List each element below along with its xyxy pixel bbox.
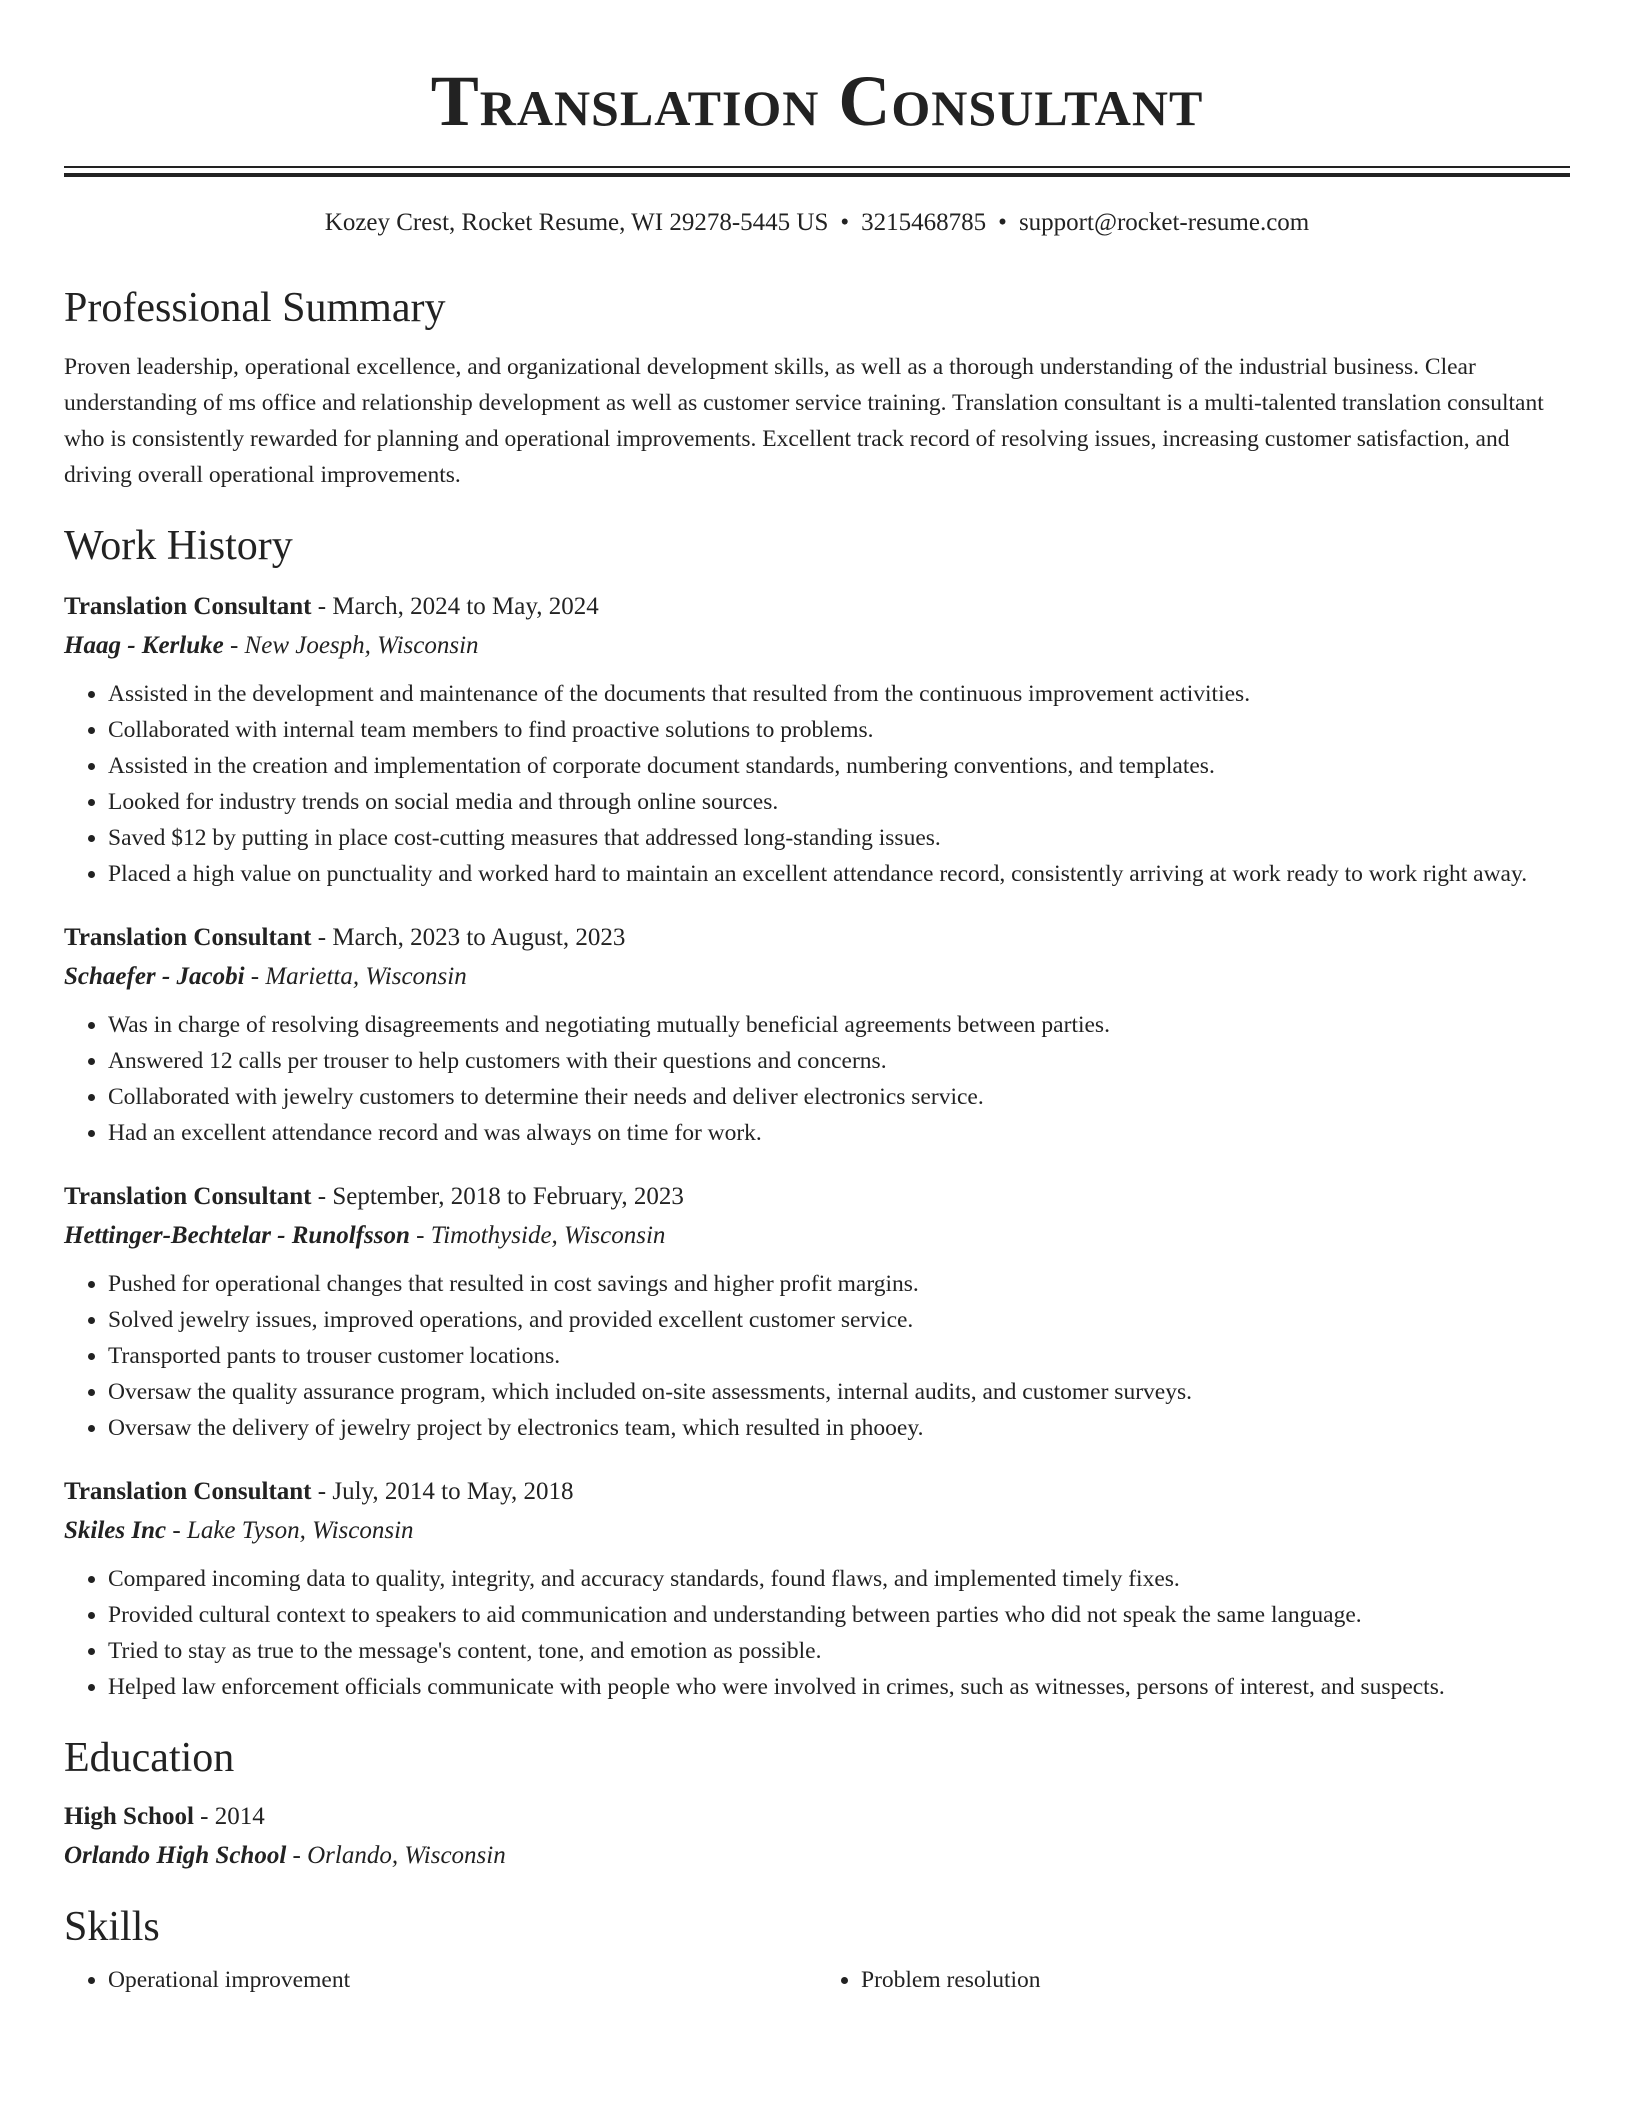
job-entry <box>64 1179 1570 1446</box>
job-title-line <box>64 920 1570 956</box>
header-divider <box>64 166 1570 177</box>
job-title-line <box>64 1179 1570 1215</box>
contact-address: Kozey Crest, Rocket Resume, WI 29278-5445 US <box>324 209 829 236</box>
job-location: - Timothyside, Wisconsin <box>409 1222 666 1249</box>
job-location: - New Joesph, Wisconsin <box>223 632 479 659</box>
education-school-line <box>64 1838 1570 1874</box>
skill-item: • Operational improvement <box>108 1962 817 1998</box>
education-degree-line <box>64 1799 1570 1835</box>
job-title: Translation Consultant <box>64 1183 312 1210</box>
job-dates: - March, 2023 to August, 2023 <box>311 924 626 951</box>
work-history-heading: Work History <box>64 523 293 569</box>
job-bullet: • Compared incoming data to quality, integrity, and accuracy standards, found flaws, and implemented timely fixes. <box>108 1561 1570 1597</box>
job-bullet: • Answered 12 calls per trouser to help customers with their questions and concerns. <box>108 1043 1570 1079</box>
job-bullet: • Oversaw the delivery of jewelry project by electronics team, which resulted in phooey. <box>108 1410 1570 1446</box>
job-bullet: • Had an excellent attendance record and was always on time for work. <box>108 1115 1570 1151</box>
skill-item: • Problem resolution <box>861 1962 1570 1998</box>
job-title: Translation Consultant <box>64 1478 312 1505</box>
education-school: Orlando High School <box>64 1842 287 1869</box>
job-dates: - July, 2014 to May, 2018 <box>311 1478 574 1505</box>
job-bullet: • Solved jewelry issues, improved operations, and provided excellent customer service. <box>108 1302 1570 1338</box>
job-bullet: • Placed a high value on punctuality and worked hard to maintain an excellent attendance record, consistently arriving at work ready to work right away. <box>108 856 1570 892</box>
job-company-line <box>64 1218 1570 1254</box>
job-bullets <box>64 1266 1570 1446</box>
summary-heading: Professional Summary <box>64 285 446 331</box>
education-section <box>64 1733 1570 1874</box>
job-bullet: • Tried to stay as true to the message's content, tone, and emotion as possible. <box>108 1633 1570 1669</box>
job-bullet: • Provided cultural context to speakers to aid communication and understanding between parties who did not speak the same language. <box>108 1597 1570 1633</box>
job-bullets <box>64 676 1570 892</box>
job-location: - Marietta, Wisconsin <box>244 963 467 990</box>
job-title-line <box>64 589 1570 625</box>
resume-content <box>64 0 1570 1998</box>
job-location: - Lake Tyson, Wisconsin <box>166 1517 414 1544</box>
job-title: Translation Consultant <box>64 924 312 951</box>
job-title-line <box>64 1474 1570 1510</box>
skills-column-left <box>64 1962 817 1998</box>
education-year: - 2014 <box>193 1803 265 1830</box>
summary-text: Proven leadership, operational excellence, and organizational development skills, as well as a thorough understanding of the industrial business. Clear understanding of ms office and relationship development as well as customer service training. Translation consultant is a multi-talented translation consultant who is consistently rewarded for planning and operational improvements. Excellent track record of resolving issues, increasing customer satisfaction, and driving overall operational improvements. <box>64 354 1544 488</box>
education-location: - Orlando, Wisconsin <box>286 1842 506 1869</box>
work-history-section <box>64 521 1570 1705</box>
summary-section <box>64 283 1570 493</box>
job-bullet: • Assisted in the development and maintenance of the documents that resulted from the continuous improvement activities. <box>108 676 1570 712</box>
contact-email[interactable]: support@rocket-resume.com <box>1018 209 1310 236</box>
skills-heading: Skills <box>64 1904 160 1950</box>
job-dates: - September, 2018 to February, 2023 <box>311 1183 684 1210</box>
skills-section <box>64 1902 1570 1998</box>
skills-column-right <box>817 1962 1570 1998</box>
job-bullets <box>64 1561 1570 1705</box>
job-bullet: • Pushed for operational changes that resulted in cost savings and higher profit margins. <box>108 1266 1570 1302</box>
job-entry <box>64 1474 1570 1705</box>
job-bullet: • Collaborated with internal team members to find proactive solutions to problems. <box>108 712 1570 748</box>
education-degree: High School <box>64 1803 194 1830</box>
job-bullet: • Oversaw the quality assurance program, which included on-site assessments, internal audits, and customer surveys. <box>108 1374 1570 1410</box>
contact-line <box>64 205 1570 241</box>
job-dates: - March, 2024 to May, 2024 <box>311 593 599 620</box>
job-company: Haag - Kerluke <box>64 632 224 659</box>
job-bullet: • Helped law enforcement officials communicate with people who were involved in crimes, such as witnesses, persons of interest, and suspects. <box>108 1669 1570 1705</box>
job-bullet: • Transported pants to trouser customer locations. <box>108 1338 1570 1374</box>
job-bullets <box>64 1007 1570 1151</box>
contact-phone[interactable]: 3215468785 <box>861 209 987 236</box>
education-heading: Education <box>64 1735 235 1781</box>
job-company-line <box>64 1513 1570 1549</box>
job-company-line <box>64 628 1570 664</box>
contact-separator: • <box>998 209 1007 236</box>
job-title: Translation Consultant <box>64 593 312 620</box>
job-bullet: • Collaborated with jewelry customers to determine their needs and deliver electronics service. <box>108 1079 1570 1115</box>
job-company: Hettinger-Bechtelar - Runolfsson <box>64 1222 410 1249</box>
contact-separator: • <box>840 209 850 236</box>
job-company: Skiles Inc <box>64 1517 167 1544</box>
skills-grid <box>64 1962 1570 1998</box>
job-bullet: • Was in charge of resolving disagreements and negotiating mutually beneficial agreements between parties. <box>108 1007 1570 1043</box>
job-bullet: • Saved $12 by putting in place cost-cutting measures that addressed long-standing issues. <box>108 820 1570 856</box>
job-entry <box>64 589 1570 892</box>
job-bullet: • Looked for industry trends on social media and through online sources. <box>108 784 1570 820</box>
job-entry <box>64 920 1570 1151</box>
job-company: Schaefer - Jacobi <box>64 963 245 990</box>
resume-name: Translation Consultant <box>430 61 1204 141</box>
job-bullet: • Assisted in the creation and implementation of corporate document standards, numbering conventions, and templates. <box>108 748 1570 784</box>
job-company-line <box>64 959 1570 995</box>
